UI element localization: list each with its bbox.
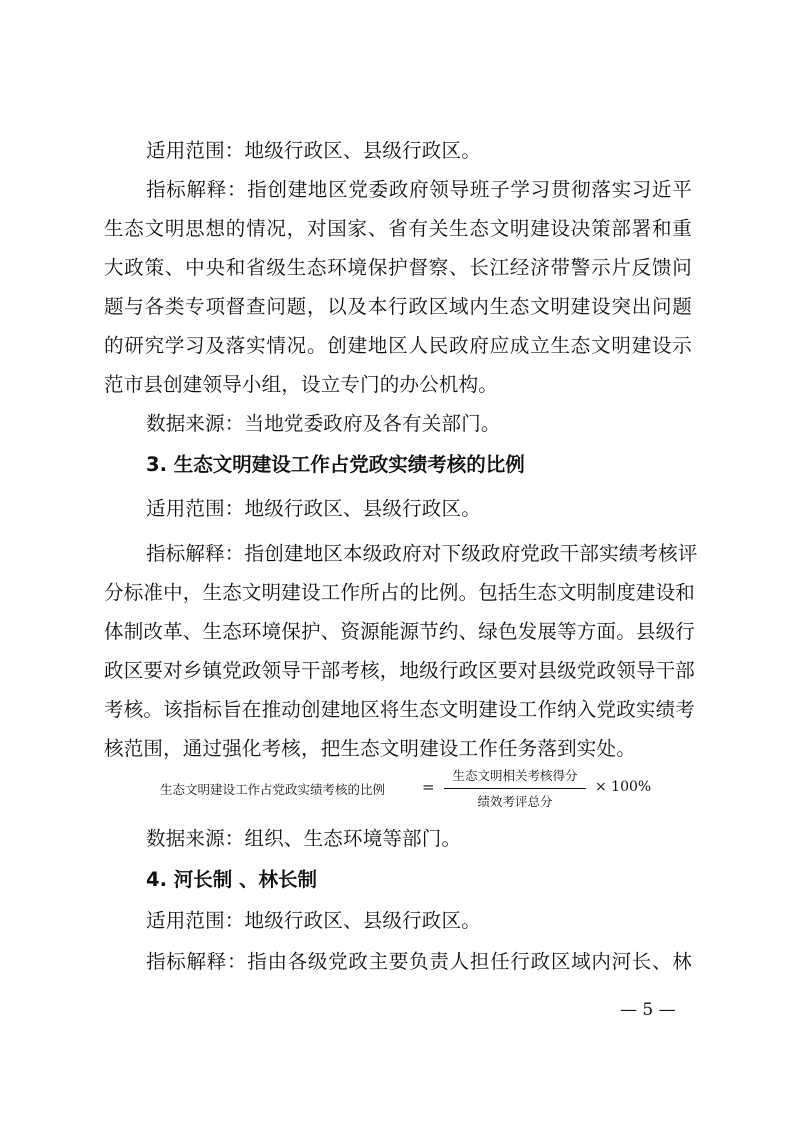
explain-line: 指标解释：指创建地区党委政府领导班子学习贯彻落实习近平 xyxy=(146,178,692,201)
explain-line: 分标准中，生态文明建设工作所占的比例。包括生态文明制度建设和 xyxy=(104,581,696,604)
explain-line: 核范围，通过强化考核，把生态文明建设工作任务落到实处。 xyxy=(104,737,636,760)
explain-line: 题与各类专项督查问题，以及本行政区域内生态文明建设突出问题 xyxy=(104,295,692,318)
explain-line: 考核。该指标旨在推动创建地区将生态文明建设工作纳入党政实绩考 xyxy=(104,698,696,721)
formula-multiplier: × 100% xyxy=(595,779,652,795)
scope-text: 适用范围：地级行政区、县级行政区。 xyxy=(146,909,481,932)
explain-line: 政区要对乡镇党政领导干部考核，地级行政区要对县级党政领导干部 xyxy=(104,659,696,682)
formula-denominator: 绩效考评总分 xyxy=(477,794,553,809)
explain-line: 指标解释：指由各级党政主要负责人担任行政区域内河长、林 xyxy=(146,950,692,973)
explain-line: 指标解释：指创建地区本级政府对下级政府党政干部实绩考核评 xyxy=(146,542,698,565)
section-heading: 3. 生态文明建设工作占党政实绩考核的比例 xyxy=(146,453,525,476)
scope-text: 适用范围：地级行政区、县级行政区。 xyxy=(146,139,481,162)
formula-numerator: 生态文明相关考核得分 xyxy=(452,768,578,783)
page-number: — 5 — xyxy=(620,1000,676,1020)
explain-line: 的研究学习及落实情况。创建地区人民政府应成立生态文明建设示 xyxy=(104,334,692,357)
explain-line: 生态文明思想的情况，对国家、省有关生态文明建设决策部署和重 xyxy=(104,217,692,240)
source-text: 数据来源：当地党委政府及各有关部门。 xyxy=(146,412,501,435)
explain-line: 体制改革、生态环境保护、资源能源节约、绿色发展等方面。县级行 xyxy=(104,620,696,643)
fraction-bar xyxy=(444,788,586,789)
source-text: 数据来源：组织、生态环境等部门。 xyxy=(146,827,462,850)
scope-text: 适用范围：地级行政区、县级行政区。 xyxy=(146,497,481,520)
formula-lhs: 生态文明建设工作占党政实绩考核的比例 xyxy=(160,782,386,797)
section-heading: 4. 河长制 、林长制 xyxy=(146,868,318,891)
explain-line: 大政策、中央和省级生态环境保护督察、长江经济带警示片反馈问 xyxy=(104,256,692,279)
formula-equals: = xyxy=(422,778,435,796)
explain-line: 范市县创建领导小组，设立专门的办公机构。 xyxy=(104,373,499,396)
